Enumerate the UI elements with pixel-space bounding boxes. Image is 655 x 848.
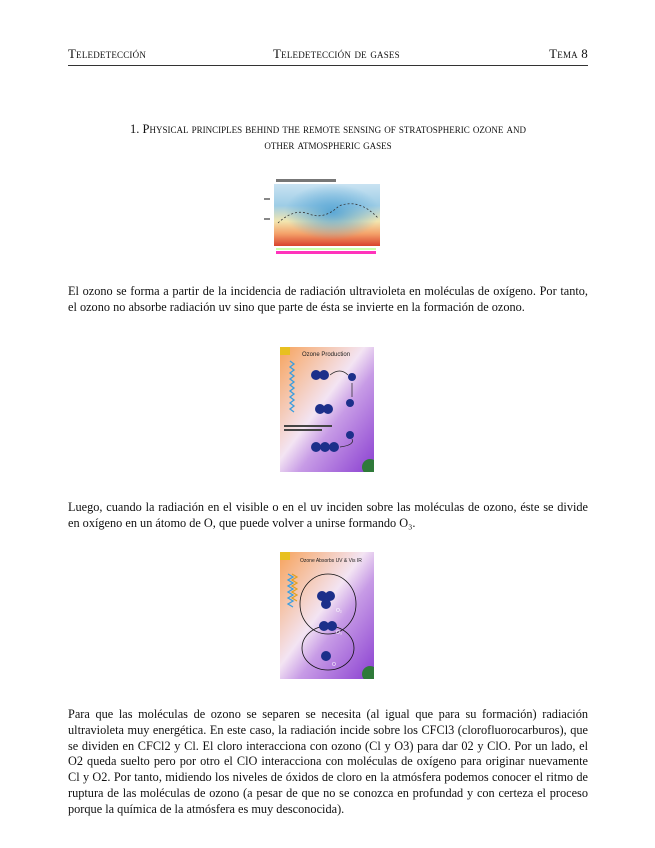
ozone-heatmap-figure xyxy=(264,178,382,256)
fig3-label-o: O xyxy=(332,662,336,668)
header-right: Tema 8 xyxy=(549,46,588,61)
header-rule xyxy=(68,65,588,66)
section-title-line1: 1. Physical principles behind the remote sensing of stratospheric ozone and xyxy=(130,122,526,136)
page-header xyxy=(68,46,588,64)
ozone-absorption-figure xyxy=(280,552,374,679)
paragraph-2: Luego, cuando la radiación en el visible o en el uv inciden sobre las moléculas de ozono, éste se divide en oxígeno en un átomo de O, que puede volver a unirse formando O₃. xyxy=(68,500,588,530)
header-left: Teledetección xyxy=(68,46,147,61)
section-title-line2: other atmospheric gases xyxy=(264,138,392,152)
fig3-title: Ozone Absorbs UV & Vis IR xyxy=(300,558,362,564)
paragraph-1: El ozono se forma a partir de la incidencia de radiación ultravioleta en moléculas de oxígeno. Por tanto, el ozono no absorbe radiación uv sino que parte de ésta se invierte en la formación de ozono. xyxy=(68,284,588,314)
fig3-label-o3: O₃ xyxy=(336,630,342,636)
fig2-title: Ozone Production xyxy=(302,352,351,358)
section-title xyxy=(68,121,588,153)
ozone-production-figure xyxy=(280,347,374,472)
fig3-label-o2: O₂ xyxy=(336,608,342,614)
paragraph-3: Para que las moléculas de ozono se separen se necesita (al igual que para su formación) radiación ultravioleta muy energética. En este caso, la radiación incide sobre los CFCl3 (clorofluorocarburos), que se dividen en CFCl2 y Cl. El cloro interacciona con ozono (Cl y O3) para dar 02 y ClO. Por un lado, el O2 queda suelto pero por otro el ClO interacciona con moléculas de oxígeno para originar nuevamente Cl y O2. Por tanto, midiendo los niveles de óxidos de cloro en la atmósfera podemos conocer el ritmo de ruptura de las moléculas de ozono (a pesar de que no se conozca en profundad y con certeza el proceso porque la química de la atmósfera es muy desconocida). xyxy=(68,707,588,816)
header-center: Teledetección de gases xyxy=(273,46,400,61)
